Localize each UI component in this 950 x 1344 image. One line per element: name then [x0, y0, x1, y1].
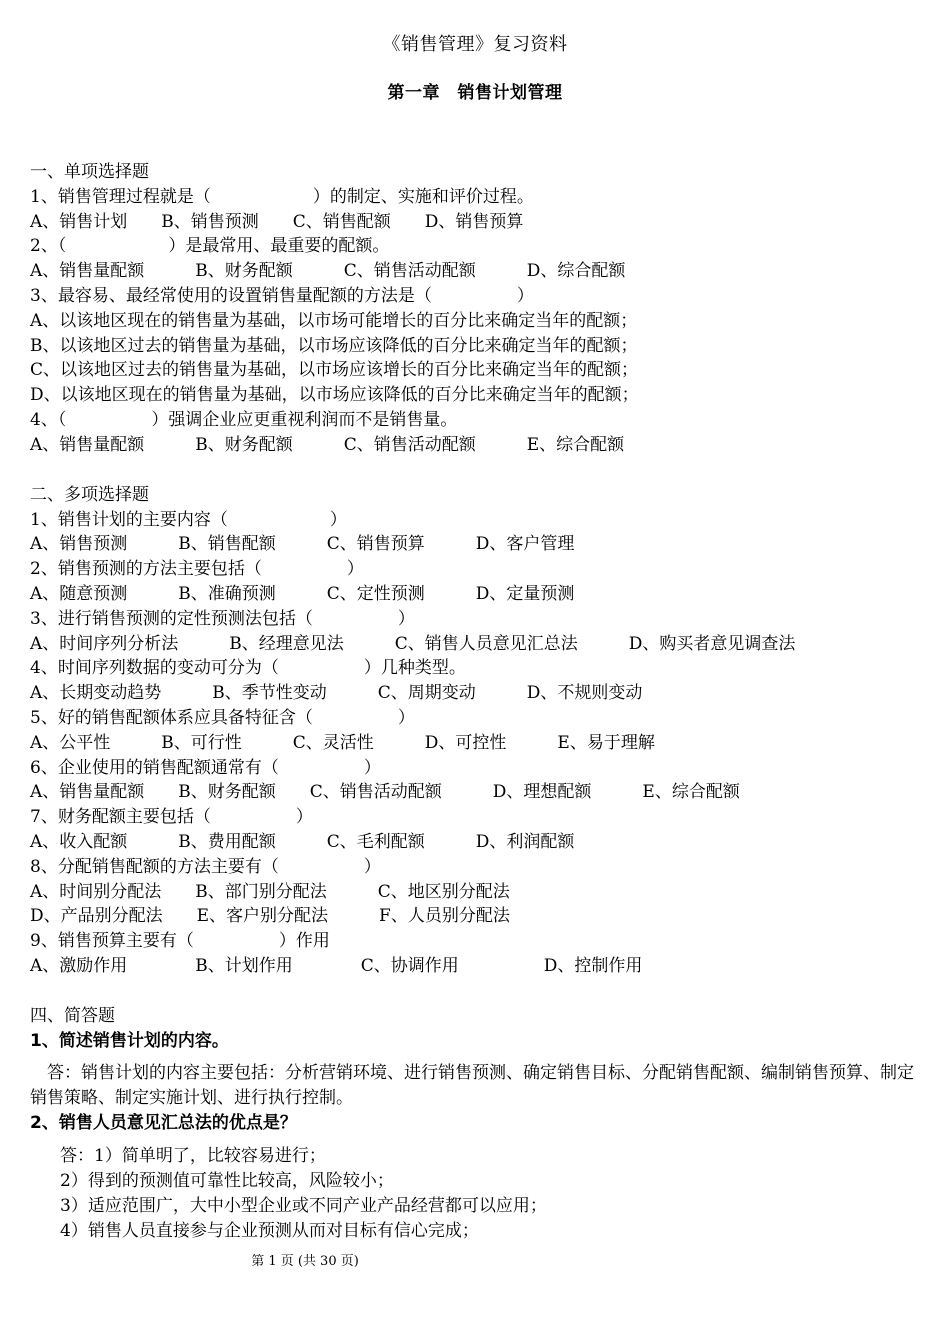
options-line: A、销售预测 B、销售配额 C、销售预算 D、客户管理	[30, 534, 575, 554]
question-line: 9、销售预算主要有（ ）作用	[30, 931, 330, 951]
options-line: A、激励作用 B、计划作用 C、协调作用 D、控制作用	[30, 956, 643, 976]
options-line: B、以该地区过去的销售量为基础，以市场应该降低的百分比来确定当年的配额；	[30, 336, 638, 356]
options-line: D、以该地区现在的销售量为基础，以市场应该降低的百分比来确定当年的配额；	[30, 385, 639, 405]
question-line: 4、（ ）强调企业应更重视利润而不是销售量。	[30, 410, 458, 430]
question-line: 2、销售预测的方法主要包括（ ）	[30, 559, 364, 579]
section-heading-short-answer: 四、简答题	[30, 1006, 115, 1026]
question-line: 5、好的销售配额体系应具备特征含（ ）	[30, 708, 415, 728]
options-line: A、长期变动趋势 B、季节性变动 C、周期变动 D、不规则变动	[30, 683, 643, 703]
options-line: A、以该地区现在的销售量为基础，以市场可能增长的百分比来确定当年的配额；	[30, 311, 638, 331]
question-line: 8、分配销售配额的方法主要有（ ）	[30, 857, 381, 877]
options-line: A、公平性 B、可行性 C、灵活性 D、可控性 E、易于理解	[30, 733, 655, 753]
answer-line: 答：1）简单明了，比较容易进行；	[60, 1146, 326, 1166]
question-line: 6、企业使用的销售配额通常有（ ）	[30, 758, 381, 778]
question-line: 3、进行销售预测的定性预测法包括（ ）	[30, 609, 415, 629]
options-line: A、销售计划 B、销售预测 C、销售配额 D、销售预算	[30, 212, 524, 232]
document-title: 《销售管理》复习资料	[382, 34, 568, 55]
short-answer-answer: 答：销售计划的内容主要包括：分析营销环境、进行销售预测、确定销售目标、分配销售配额、编制销售预算、制定销售策略、制定实施计划、进行执行控制。	[30, 1063, 914, 1108]
answer-line: 3）适应范围广，大中小型企业或不同产业产品经营都可以应用；	[60, 1196, 547, 1216]
section-heading-multiple-choice: 二、多项选择题	[30, 485, 149, 505]
options-line: A、销售量配额 B、财务配额 C、销售活动配额 D、综合配额	[30, 261, 626, 281]
question-line: 2、（ ）是最常用、最重要的配额。	[30, 236, 390, 256]
options-line: A、时间别分配法 B、部门别分配法 C、地区别分配法	[30, 882, 510, 902]
section-heading-single-choice: 一、单项选择题	[30, 162, 149, 182]
page-footer: 第 1 页 (共 30 页)	[251, 1254, 359, 1269]
question-line: 7、财务配额主要包括（ ）	[30, 807, 313, 827]
answer-line: 2）得到的预测值可靠性比较高，风险较小；	[60, 1171, 394, 1191]
chapter-title: 第一章 销售计划管理	[387, 83, 563, 103]
question-line: 1、销售管理过程就是（ ）的制定、实施和评价过程。	[30, 187, 534, 207]
question-line: 1、销售计划的主要内容（ ）	[30, 510, 347, 530]
answer-line: 4）销售人员直接参与企业预测从而对目标有信心完成；	[60, 1221, 479, 1241]
options-line: A、收入配额 B、费用配额 C、毛利配额 D、利润配额	[30, 832, 575, 852]
short-answer-question: 2、销售人员意见汇总法的优点是？	[30, 1113, 297, 1133]
options-line: C、以该地区过去的销售量为基础，以市场应该增长的百分比来确定当年的配额；	[30, 360, 639, 380]
options-line: D、产品别分配法 E、客户别分配法 F、人员别分配法	[30, 906, 510, 926]
question-line: 3、最容易、最经常使用的设置销售量配额的方法是（ ）	[30, 286, 534, 306]
question-line: 4、时间序列数据的变动可分为（ ）几种类型。	[30, 658, 466, 678]
short-answer-question: 1、简述销售计划的内容。	[30, 1031, 229, 1051]
options-line: A、销售量配额 B、财务配额 C、销售活动配额 E、综合配额	[30, 435, 625, 455]
options-line: A、随意预测 B、准确预测 C、定性预测 D、定量预测	[30, 584, 575, 604]
options-line: A、销售量配额 B、财务配额 C、销售活动配额 D、理想配额 E、综合配额	[30, 782, 740, 802]
options-line: A、时间序列分析法 B、经理意见法 C、销售人员意见汇总法 D、购买者意见调查法	[30, 634, 796, 654]
